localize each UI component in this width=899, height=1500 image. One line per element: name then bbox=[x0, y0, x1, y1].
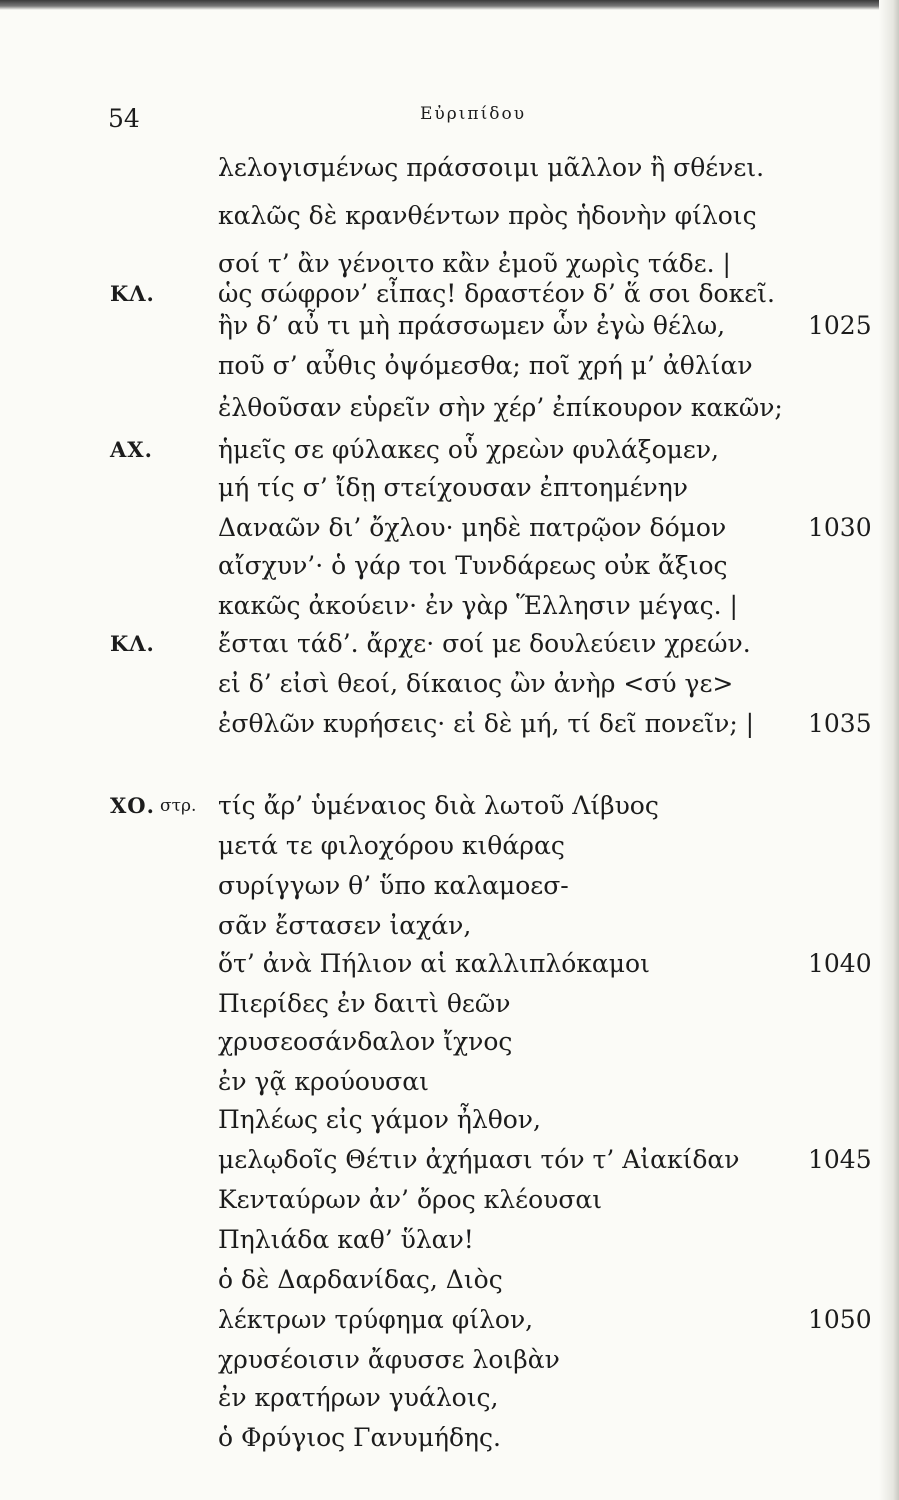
verse-line-text: μελῳδοῖς Θέτιν ἀχήμασι τόν τ’ Αἰακίδαν bbox=[218, 1145, 740, 1174]
verse-line-text: ἔσται τάδ’. ἄρχε· σοί με δουλεύειν χρεών. bbox=[218, 629, 751, 658]
verse-line bbox=[0, 1180, 899, 1220]
verse-line-text: ἐν κρατήρων γυάλοις, bbox=[218, 1383, 499, 1412]
verse-line bbox=[0, 430, 899, 470]
verse-line-text: εἰ δ’ εἰσὶ θεοί, δίκαιος ὢν ἀνὴρ <σύ γε> bbox=[218, 669, 734, 698]
verse-line bbox=[0, 664, 899, 704]
verse-line bbox=[0, 1100, 899, 1140]
line-number: 1035 bbox=[808, 709, 872, 738]
verse-line bbox=[0, 546, 899, 586]
verse-line bbox=[0, 826, 899, 866]
verse-line-text: ὅτ’ ἀνὰ Πήλιον αἱ καλλιπλόκαμοι bbox=[218, 949, 650, 978]
verse-line-text: χρυσέοισιν ἄφυσσε λοιβὰν bbox=[218, 1345, 560, 1374]
verse-line bbox=[0, 1140, 899, 1180]
line-number: 1025 bbox=[808, 311, 872, 340]
verse-line-text: ἐσθλῶν κυρήσεις· εἰ δὲ μή, τί δεῖ πονεῖν; | bbox=[218, 709, 755, 738]
line-number: 1030 bbox=[808, 513, 872, 542]
verse-line-text: Κενταύρων ἀν’ ὄρος κλέουσαι bbox=[218, 1185, 603, 1214]
verse-line bbox=[0, 866, 899, 906]
speaker-label: ΚΛ. bbox=[110, 281, 155, 306]
verse-line bbox=[0, 906, 899, 946]
verse-line bbox=[0, 944, 899, 984]
verse-line-text: Δαναῶν δι’ ὄχλου· μηδὲ πατρῷον δόμον bbox=[218, 513, 727, 542]
line-number: 1045 bbox=[808, 1145, 872, 1174]
verse-line bbox=[0, 786, 899, 826]
verse-line bbox=[0, 1220, 899, 1260]
verse-line bbox=[0, 1260, 899, 1300]
verse-line bbox=[0, 306, 899, 346]
verse-line bbox=[0, 346, 899, 386]
verse-line bbox=[0, 1022, 899, 1062]
verse-line bbox=[0, 1340, 899, 1380]
page-number: 54 bbox=[108, 104, 140, 133]
verse-line-text: Πηλέως εἰς γάμον ἦλθον, bbox=[218, 1105, 541, 1134]
verse-line bbox=[0, 388, 899, 428]
line-number: 1040 bbox=[808, 949, 872, 978]
verse-line-text: τίς ἄρ’ ὑμέναιος διὰ λωτοῦ Λίβυος bbox=[218, 791, 659, 820]
verse-line bbox=[0, 1418, 899, 1458]
verse-line-text: σοί τ’ ἂν γένοιτο κἂν ἐμοῦ χωρὶς τάδε. | bbox=[218, 249, 731, 278]
verse-line-text: μή τίς σ’ ἴδῃ στείχουσαν ἐπτοημένην bbox=[218, 473, 688, 502]
line-number: 1050 bbox=[808, 1305, 872, 1334]
verse-line bbox=[0, 1062, 899, 1102]
verse-line-text: συρίγγων θ’ ὕπο καλαμοεσ- bbox=[218, 871, 569, 900]
verse-line-text: λέκτρων τρύφημα φίλον, bbox=[218, 1305, 534, 1334]
verse-line-text: κακῶς ἀκούειν· ἐν γὰρ Ἕλλησιν μέγας. | bbox=[218, 591, 738, 620]
running-head: Εὐριπίδου bbox=[420, 104, 527, 124]
verse-line-text: ἡμεῖς σε φύλακες οὗ χρεὼν φυλάξομεν, bbox=[218, 435, 719, 464]
verse-line bbox=[0, 196, 899, 236]
verse-line-text: ἐλθοῦσαν εὑρεῖν σὴν χέρ’ ἐπίκουρον κακῶν; bbox=[218, 393, 783, 422]
speaker-label: ΚΛ. bbox=[110, 631, 155, 656]
verse-line-text: ἐν γᾷ κρούουσαι bbox=[218, 1067, 429, 1096]
verse-line-text: μετά τε φιλοχόρου κιθάρας bbox=[218, 831, 565, 860]
verse-line-text: σᾶν ἔστασεν ἰαχάν, bbox=[218, 911, 472, 940]
verse-line-text: ὁ δὲ Δαρδανίδας, Διὸς bbox=[218, 1265, 503, 1294]
verse-line bbox=[0, 468, 899, 508]
verse-line bbox=[0, 704, 899, 744]
verse-line-text: Πηλιάδα καθ’ ὕλαν! bbox=[218, 1225, 474, 1254]
verse-line-text: ἢν δ’ αὖ τι μὴ πράσσωμεν ὧν ἐγὼ θέλω, bbox=[218, 311, 726, 340]
verse-line bbox=[0, 1300, 899, 1340]
verse-line bbox=[0, 586, 899, 626]
verse-line bbox=[0, 1378, 899, 1418]
verse-line bbox=[0, 148, 899, 188]
verse-line bbox=[0, 508, 899, 548]
verse-line-text: Πιερίδες ἐν δαιτὶ θεῶν bbox=[218, 989, 511, 1018]
verse-line-text: αἴσχυν’· ὁ γάρ τοι Τυνδάρεως οὐκ ἄξιος bbox=[218, 551, 728, 580]
verse-line-text: λελογισμένως πράσσοιμι μᾶλλον ἢ σθένει. bbox=[218, 153, 765, 182]
strophe-label: στρ. bbox=[160, 796, 197, 816]
verse-line-text: χρυσεοσάνδαλον ἴχνος bbox=[218, 1027, 513, 1056]
verse-line-text: ὁ Φρύγιος Γανυμήδης. bbox=[218, 1423, 501, 1452]
speaker-label: ΑΧ. bbox=[110, 437, 153, 462]
speaker-label: ΧΟ. bbox=[110, 793, 155, 818]
verse-line bbox=[0, 984, 899, 1024]
verse-line-text: ποῦ σ’ αὖθις ὀψόμεσθα; ποῖ χρή μ’ ἀθλίαν bbox=[218, 351, 753, 380]
verse-line-text: ὡς σώφρον’ εἶπας! δραστέον δ’ ἅ σοι δοκεῖ. bbox=[218, 279, 775, 308]
verse-line-text: καλῶς δὲ κρανθέντων πρὸς ἡδονὴν φίλοις bbox=[218, 201, 757, 230]
verse-line bbox=[0, 624, 899, 664]
